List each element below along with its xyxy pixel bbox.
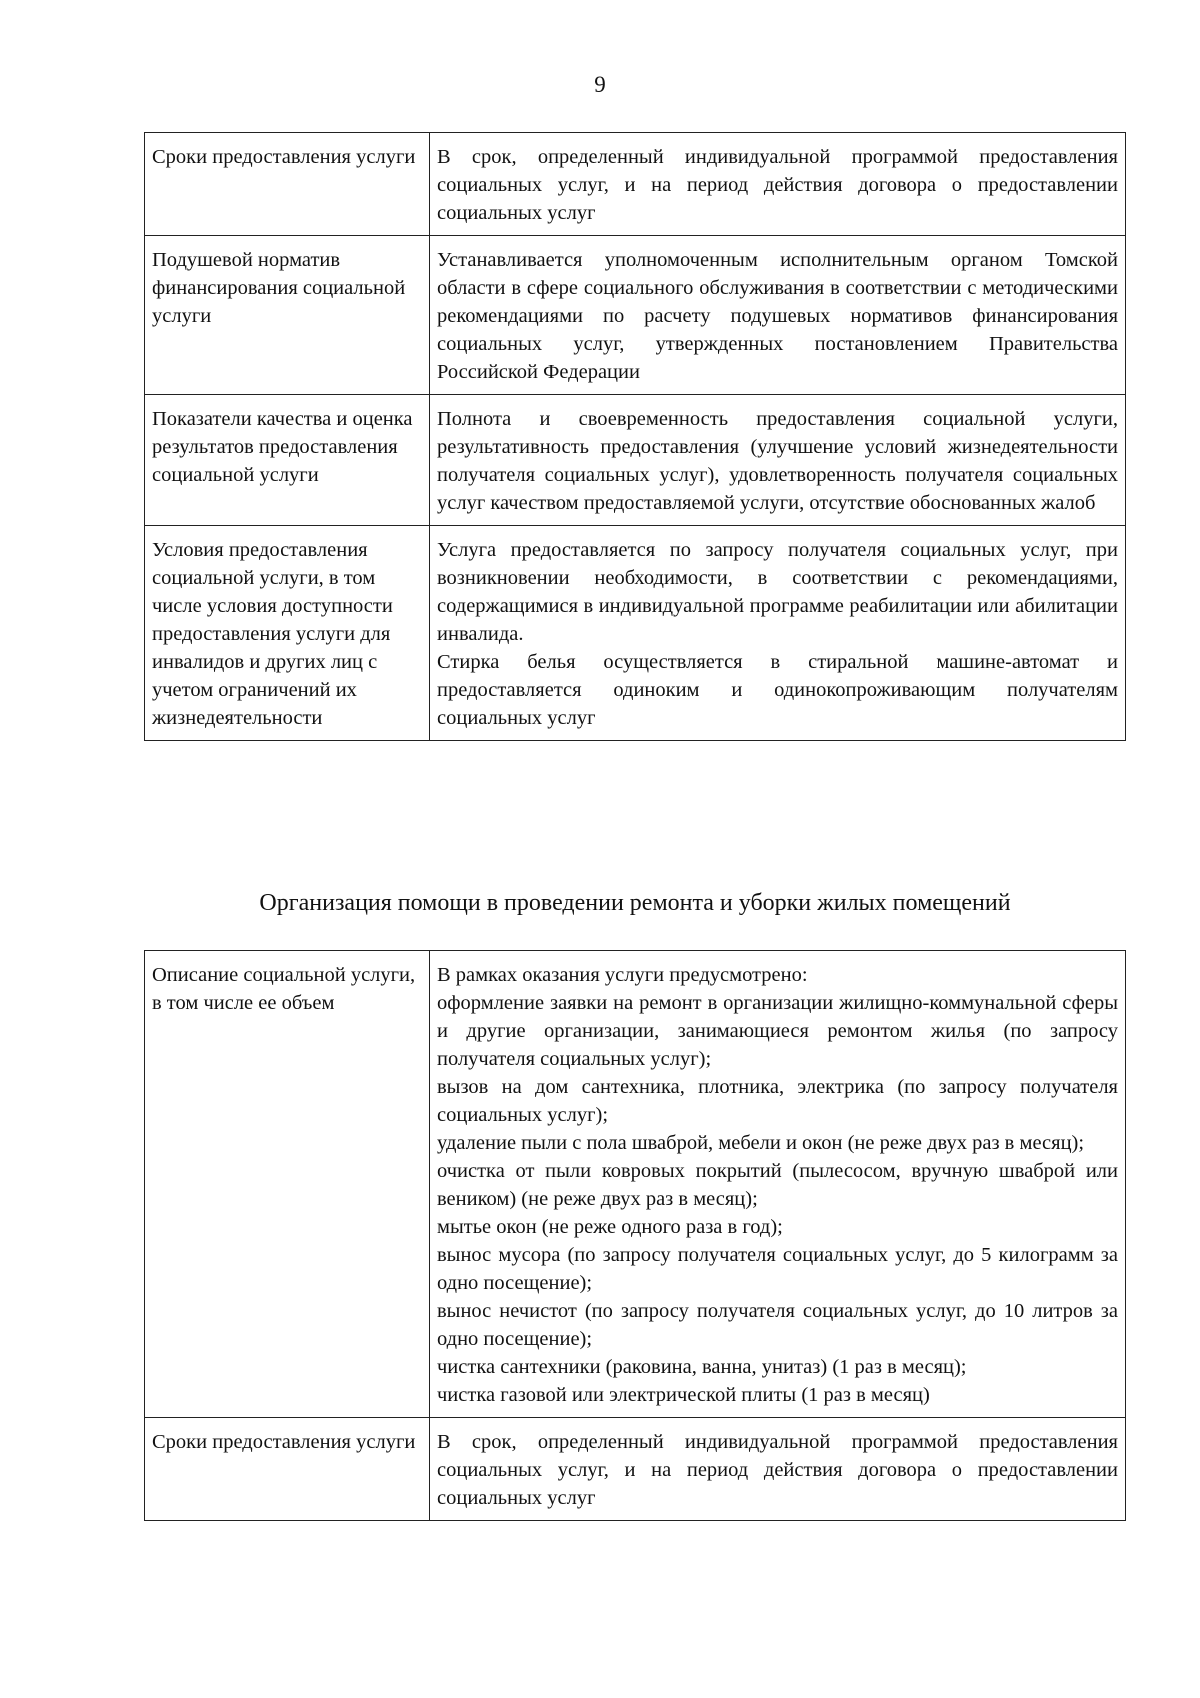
paragraph: Стирка белья осуществляется в стиральной машине-автомат и предоставляется одиноким и одинокопроживающим получателям социальных услуг	[437, 651, 1118, 729]
paragraph: Устанавливается уполномоченным исполнительным органом Томской области в сфере социального обслуживания в соответствии с методическими рекомендациями по расчету подушевых нормативов финансирования социальных услуг, утвержденных постановлением Правительства Российской Федерации	[437, 249, 1118, 383]
row-label: Подушевой норматив финансирования социальной услуги	[145, 236, 430, 395]
paragraph: вынос нечистот (по запросу получателя социальных услуг, до 10 литров за одно посещение);	[437, 1300, 1118, 1350]
paragraph: чистка газовой или электрической плиты (1 раз в месяц)	[437, 1384, 930, 1406]
paragraph: оформление заявки на ремонт в организации жилищно-коммунальной сферы и другие организации, занимающиеся ремонтом жилья (по запросу получателя социальных услуг);	[437, 992, 1118, 1070]
row-value	[430, 133, 1126, 236]
row-label: Сроки предоставления услуги	[145, 1418, 430, 1521]
row-label: Сроки предоставления услуги	[145, 133, 430, 236]
row-label: Описание социальной услуги, в том числе ее объем	[145, 951, 430, 1418]
services-table-2	[144, 950, 1126, 1521]
row-label: Условия предоставления социальной услуги, в том числе условия доступности предоставления услуги для инвалидов и других лиц с учетом ограничений их жизнедеятельности	[145, 526, 430, 741]
paragraph: вызов на дом сантехника, плотника, электрика (по запросу получателя социальных услуг);	[437, 1076, 1118, 1126]
paragraph: В рамках оказания услуги предусмотрено:	[437, 964, 808, 986]
paragraph: Услуга предоставляется по запросу получателя социальных услуг, при возникновении необходимости, в соответствии с рекомендациями, содержащимися в индивидуальной программе реабилитации или абилитации инвалида.	[437, 539, 1118, 645]
paragraph: мытье окон (не реже одного раза в год);	[437, 1216, 783, 1238]
row-value	[430, 526, 1126, 741]
paragraph: Полнота и своевременность предоставления социальной услуги, результативность предоставления (улучшение условий жизнедеятельности получателя социальных услуг), удовлетворенность получателя социальных услуг качеством предоставляемой услуги, отсутствие обоснованных жалоб	[437, 408, 1118, 514]
section-title: Организация помощи в проведении ремонта и уборки жилых помещений	[259, 890, 1011, 916]
paragraph: очистка от пыли ковровых покрытий (пылесосом, вручную шваброй или веником) (не реже двух раз в месяц);	[437, 1160, 1118, 1210]
row-value	[430, 236, 1126, 395]
table-row	[145, 395, 1126, 526]
row-label: Показатели качества и оценка результатов предоставления социальной услуги	[145, 395, 430, 526]
table-row	[145, 1418, 1126, 1521]
table-row	[145, 236, 1126, 395]
paragraph: В срок, определенный индивидуальной программой предоставления социальных услуг, и на период действия договора о предоставлении социальных услуг	[437, 146, 1118, 224]
paragraph: вынос мусора (по запросу получателя социальных услуг, до 5 килограмм за одно посещение);	[437, 1244, 1118, 1294]
paragraph: В срок, определенный индивидуальной программой предоставления социальных услуг, и на период действия договора о предоставлении социальных услуг	[437, 1431, 1118, 1509]
row-value	[430, 951, 1126, 1418]
paragraph: удаление пыли с пола шваброй, мебели и окон (не реже двух раз в месяц);	[437, 1132, 1085, 1154]
paragraph: чистка сантехники (раковина, ванна, унитаз) (1 раз в месяц);	[437, 1356, 967, 1378]
table-row	[145, 133, 1126, 236]
page-number: 9	[594, 72, 606, 97]
table-row	[145, 951, 1126, 1418]
table-row	[145, 526, 1126, 741]
row-value	[430, 395, 1126, 526]
row-value	[430, 1418, 1126, 1521]
services-table-1	[144, 132, 1126, 741]
